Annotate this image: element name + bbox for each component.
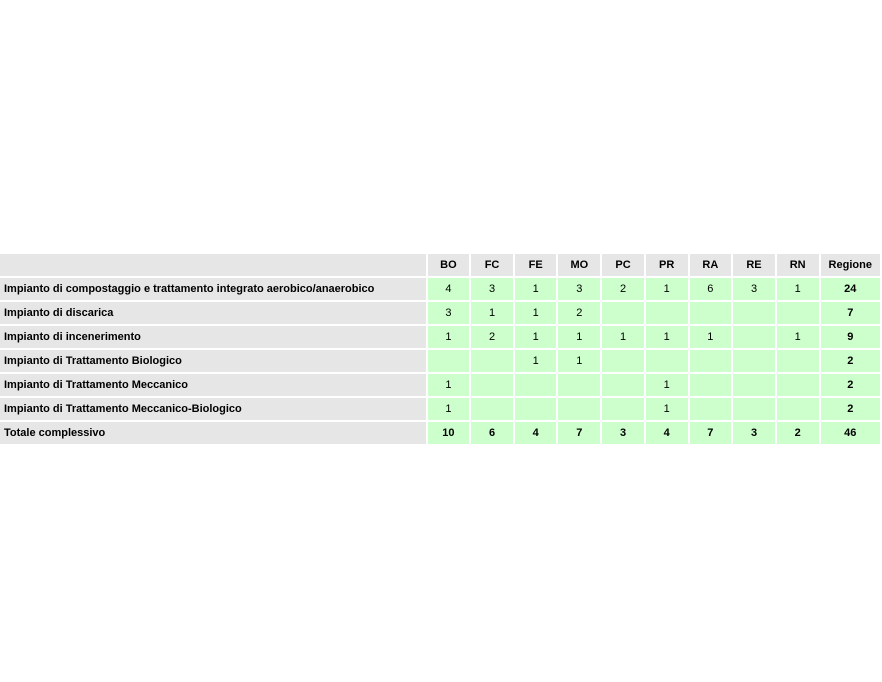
table-cell: 1 — [777, 326, 819, 348]
column-header-ra: RA — [690, 254, 732, 276]
table-cell — [733, 398, 775, 420]
table-cell: 3 — [428, 302, 470, 324]
table-cell — [602, 350, 644, 372]
column-header-fc: FC — [471, 254, 513, 276]
row-total-cell: 2 — [821, 374, 880, 396]
total-cell: 3 — [602, 422, 644, 444]
row-label: Impianto di compostaggio e trattamento integrato aerobico/anaerobico — [0, 278, 426, 300]
plants-by-province-table — [0, 252, 882, 446]
column-header-bo: BO — [428, 254, 470, 276]
table-cell: 1 — [515, 350, 557, 372]
column-header-rn: RN — [777, 254, 819, 276]
row-label: Impianto di Trattamento Meccanico — [0, 374, 426, 396]
grand-total-label: Totale complessivo — [0, 422, 426, 444]
table-cell — [733, 326, 775, 348]
table-row — [0, 278, 880, 300]
table-cell — [690, 398, 732, 420]
table-cell — [428, 350, 470, 372]
table-cell — [646, 302, 688, 324]
table-row — [0, 302, 880, 324]
grand-total-row — [0, 422, 880, 444]
table-cell: 1 — [515, 278, 557, 300]
table-cell: 1 — [471, 302, 513, 324]
summary-table-container — [0, 252, 882, 446]
table-cell — [777, 374, 819, 396]
table-cell: 1 — [646, 374, 688, 396]
table-cell — [558, 398, 600, 420]
total-cell: 7 — [690, 422, 732, 444]
table-cell — [515, 398, 557, 420]
table-cell: 1 — [515, 302, 557, 324]
table-row — [0, 326, 880, 348]
column-header-fe: FE — [515, 254, 557, 276]
table-cell: 1 — [428, 374, 470, 396]
table-cell — [646, 350, 688, 372]
table-cell: 1 — [602, 326, 644, 348]
table-cell — [602, 398, 644, 420]
total-cell: 2 — [777, 422, 819, 444]
table-cell — [558, 374, 600, 396]
total-cell: 7 — [558, 422, 600, 444]
column-header-pc: PC — [602, 254, 644, 276]
table-cell — [471, 398, 513, 420]
row-label: Impianto di Trattamento Meccanico-Biologico — [0, 398, 426, 420]
table-cell: 1 — [690, 326, 732, 348]
row-label: Impianto di discarica — [0, 302, 426, 324]
table-cell: 3 — [558, 278, 600, 300]
table-cell — [602, 374, 644, 396]
table-cell — [515, 374, 557, 396]
corner-header-cell — [0, 254, 426, 276]
table-cell — [690, 302, 732, 324]
column-header-pr: PR — [646, 254, 688, 276]
table-cell — [777, 350, 819, 372]
row-label: Impianto di incenerimento — [0, 326, 426, 348]
table-cell — [777, 398, 819, 420]
table-row — [0, 374, 880, 396]
table-cell: 2 — [602, 278, 644, 300]
table-cell — [471, 374, 513, 396]
column-header-re: RE — [733, 254, 775, 276]
table-cell — [733, 374, 775, 396]
table-row — [0, 398, 880, 420]
table-cell: 2 — [558, 302, 600, 324]
table-cell: 1 — [515, 326, 557, 348]
table-cell — [471, 350, 513, 372]
row-total-cell: 9 — [821, 326, 880, 348]
column-header-regione: Regione — [821, 254, 880, 276]
table-cell: 1 — [558, 326, 600, 348]
table-cell: 6 — [690, 278, 732, 300]
table-row — [0, 350, 880, 372]
row-label: Impianto di Trattamento Biologico — [0, 350, 426, 372]
table-cell: 1 — [646, 398, 688, 420]
table-cell — [733, 302, 775, 324]
table-cell — [777, 302, 819, 324]
row-total-cell: 24 — [821, 278, 880, 300]
table-cell: 1 — [428, 326, 470, 348]
table-cell — [690, 374, 732, 396]
table-cell — [690, 350, 732, 372]
table-cell: 1 — [777, 278, 819, 300]
table-cell: 3 — [733, 278, 775, 300]
total-cell: 4 — [515, 422, 557, 444]
table-cell: 1 — [646, 278, 688, 300]
grand-total-cell: 46 — [821, 422, 880, 444]
table-cell: 1 — [558, 350, 600, 372]
table-cell: 1 — [428, 398, 470, 420]
total-cell: 10 — [428, 422, 470, 444]
column-header-mo: MO — [558, 254, 600, 276]
row-total-cell: 2 — [821, 398, 880, 420]
total-cell: 3 — [733, 422, 775, 444]
total-cell: 6 — [471, 422, 513, 444]
row-total-cell: 7 — [821, 302, 880, 324]
header-row — [0, 254, 880, 276]
table-cell: 1 — [646, 326, 688, 348]
table-cell — [733, 350, 775, 372]
table-cell — [602, 302, 644, 324]
total-cell: 4 — [646, 422, 688, 444]
table-cell: 3 — [471, 278, 513, 300]
row-total-cell: 2 — [821, 350, 880, 372]
table-cell: 2 — [471, 326, 513, 348]
table-cell: 4 — [428, 278, 470, 300]
